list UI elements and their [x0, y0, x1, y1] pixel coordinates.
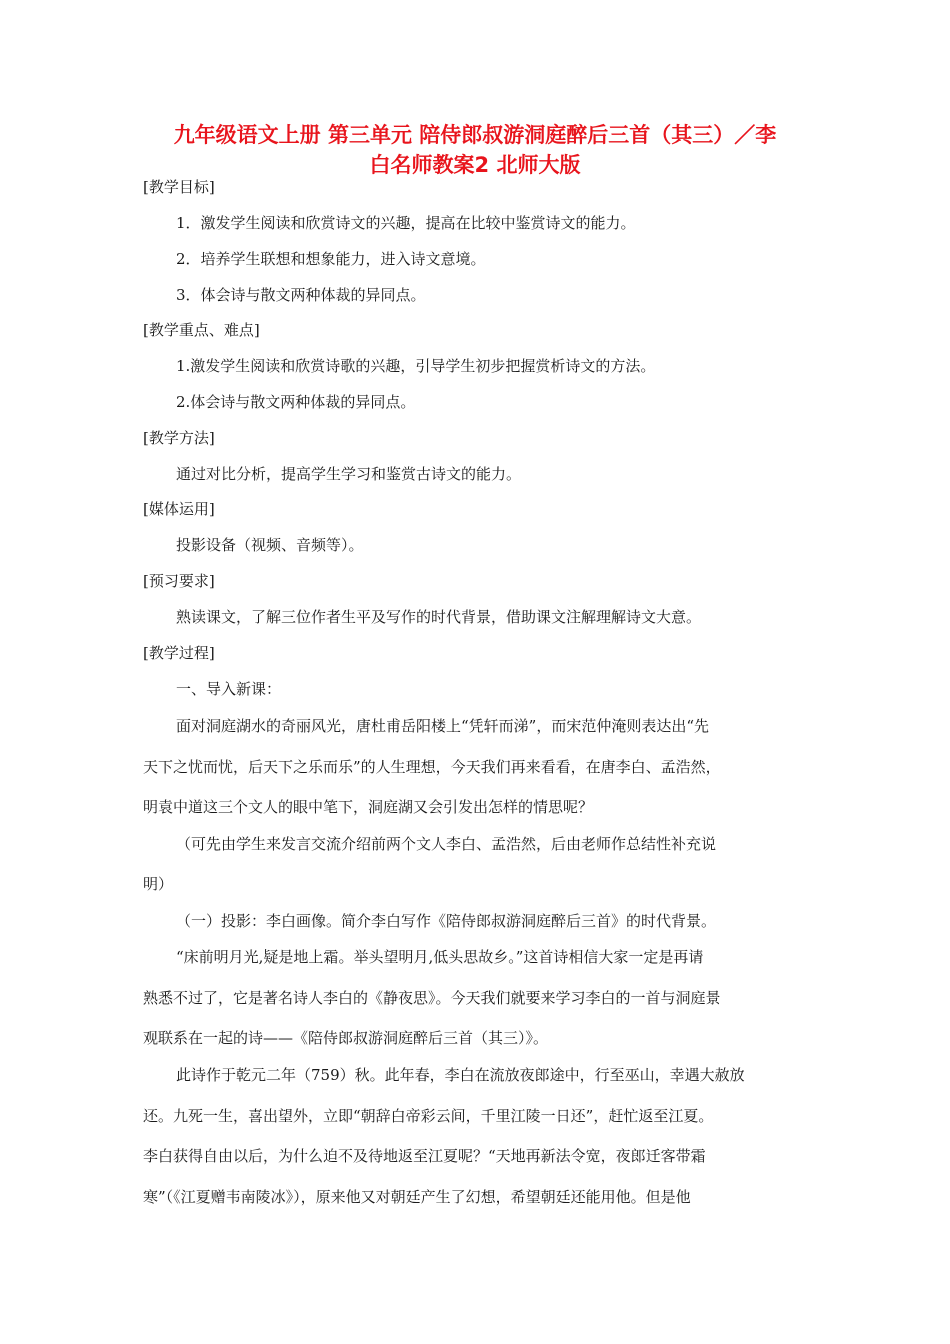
projection-paragraph: （一）投影：李白画像。简介李白写作《陪侍郎叔游洞庭醉后三首》的时代背景。: [176, 912, 717, 930]
media-text: 投影设备（视频、音频等）。: [176, 536, 364, 554]
key-point-item-2: 2.体会诗与散文两种体裁的异同点。: [176, 393, 416, 411]
section-heading-goals: [教学目标]: [143, 178, 215, 196]
background-paragraph-line-2: 还。九死一生，喜出望外，立即“朝辞白帝彩云间，千里江陵一日还”，赶忙返至江夏。: [143, 1107, 714, 1125]
section-heading-methods: [教学方法]: [143, 429, 215, 447]
intro-paragraph-line-2: 天下之忧而忧，后天下之乐而乐”的人生理想，今天我们再来看看，在唐李白、孟浩然，: [143, 758, 721, 776]
note-paragraph-line-1: （可先由学生来发言交流介绍前两个文人李白、孟浩然，后由老师作总结性补充说: [176, 835, 717, 853]
title-line-1: 九年级语文上册 第三单元 陪侍郎叔游洞庭醉后三首（其三）／李: [173, 123, 777, 147]
methods-text: 通过对比分析，提高学生学习和鉴赏古诗文的能力。: [176, 465, 522, 483]
poem-paragraph-line-3: 观联系在一起的诗——《陪侍郎叔游洞庭醉后三首（其三）》。: [143, 1029, 549, 1047]
goal-item-1: 1．激发学生阅读和欣赏诗文的兴趣，提高在比较中鉴赏诗文的能力。: [176, 214, 636, 232]
intro-heading: 一、导入新课：: [176, 680, 282, 698]
background-paragraph-line-4: 寒”（《江夏赠韦南陵冰》），原来他又对朝廷产生了幻想，希望朝廷还能用他。但是他: [143, 1188, 691, 1206]
poem-paragraph-line-2: 熟悉不过了，它是著名诗人李白的《静夜思》。今天我们就要来学习李白的一首与洞庭景: [143, 989, 721, 1007]
goal-item-3: 3．体会诗与散文两种体裁的异同点。: [176, 286, 426, 304]
intro-paragraph-line-1: 面对洞庭湖水的奇丽风光，唐杜甫岳阳楼上“凭轩而涕”，而宋范仲淹则表达出“先: [176, 717, 710, 735]
background-paragraph-line-3: 李白获得自由以后，为什么迫不及待地返至江夏呢？“天地再新法令宽，夜郎迁客带霜: [143, 1147, 706, 1165]
preview-text: 熟读课文，了解三位作者生平及写作的时代背景，借助课文注解理解诗文大意。: [176, 608, 702, 626]
intro-paragraph-line-3: 明袁中道这三个文人的眼中笔下，洞庭湖又会引发出怎样的情思呢？: [143, 798, 594, 816]
poem-paragraph-line-1: “床前明月光,疑是地上霜。举头望明月,低头思故乡。”这首诗相信大家一定是再请: [176, 948, 704, 966]
title-line-2: 白名师教案2 北师大版: [369, 153, 581, 177]
key-point-item-1: 1.激发学生阅读和欣赏诗歌的兴趣，引导学生初步把握赏析诗文的方法。: [176, 357, 656, 375]
section-heading-process: [教学过程]: [143, 644, 215, 662]
background-paragraph-line-1: 此诗作于乾元二年（759）秋。此年春，李白在流放夜郎途中，行至巫山，幸遇大赦放: [176, 1066, 745, 1084]
note-paragraph-line-2: 明）: [143, 875, 174, 893]
section-heading-key-points: [教学重点、难点]: [143, 321, 260, 339]
section-heading-media: [媒体运用]: [143, 500, 215, 518]
goal-item-2: 2．培养学生联想和想象能力，进入诗文意境。: [176, 250, 486, 268]
document-title: [140, 120, 810, 180]
section-heading-preview: [预习要求]: [143, 572, 215, 590]
